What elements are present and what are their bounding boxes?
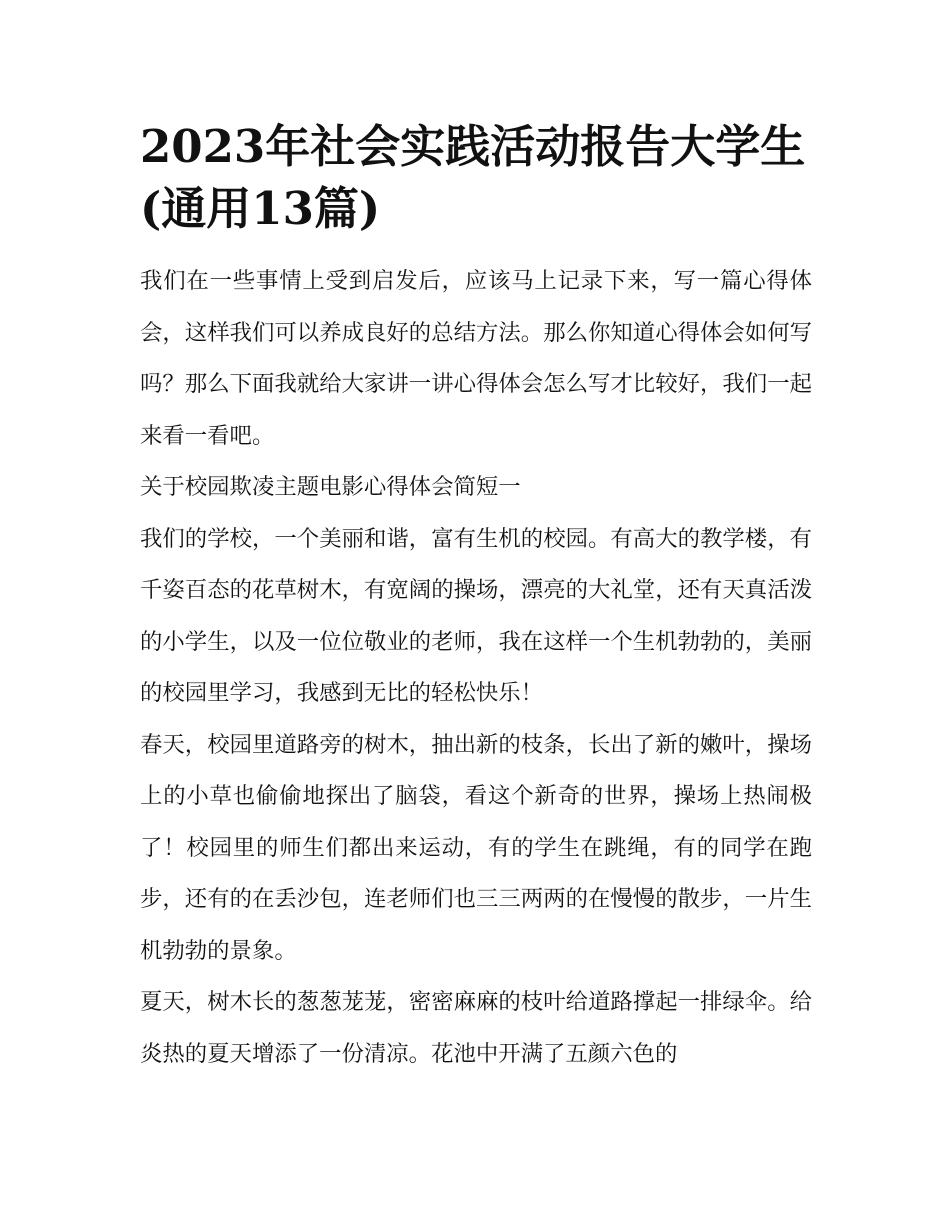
document-page [140,116,812,1080]
school-paragraph: 我们的学校，一个美丽和谐，富有生机的校园。有高大的教学楼，有千姿百态的花草树木，有宽阔的操场，漂亮的大礼堂，还有天真活泼的小学生，以及一位位敬业的老师，我在这样一个生机勃勃的，美丽的校园里学习，我感到无比的轻松快乐！ [140,525,812,706]
document-title: 2023年社会实践活动报告大学生(通用13篇) [140,120,806,235]
intro-paragraph: 我们在一些事情上受到启发后，应该马上记录下来，写一篇心得体会，这样我们可以养成良好的总结方法。那么你知道心得体会如何写吗？那么下面我就给大家讲一讲心得体会怎么写才比较好，我们一起来看一看吧。 [140,268,812,449]
summer-paragraph: 夏天，树木长的葱葱茏茏，密密麻麻的枝叶给道路撑起一排绿伞。给炎热的夏天增添了一份清凉。花池中开满了五颜六色的 [140,989,812,1067]
section-heading: 关于校园欺凌主题电影心得体会简短一 [140,474,521,500]
spring-paragraph: 春天，校园里道路旁的树木，抽出新的枝条，长出了新的嫩叶，操场上的小草也偷偷地探出了脑袋，看这个新奇的世界，操场上热闹极了！校园里的师生们都出来运动，有的学生在跳绳，有的同学在跑步，还有的在丢沙包，连老师们也三三两两的在慢慢的散步，一片生机勃勃的景象。 [140,731,812,964]
